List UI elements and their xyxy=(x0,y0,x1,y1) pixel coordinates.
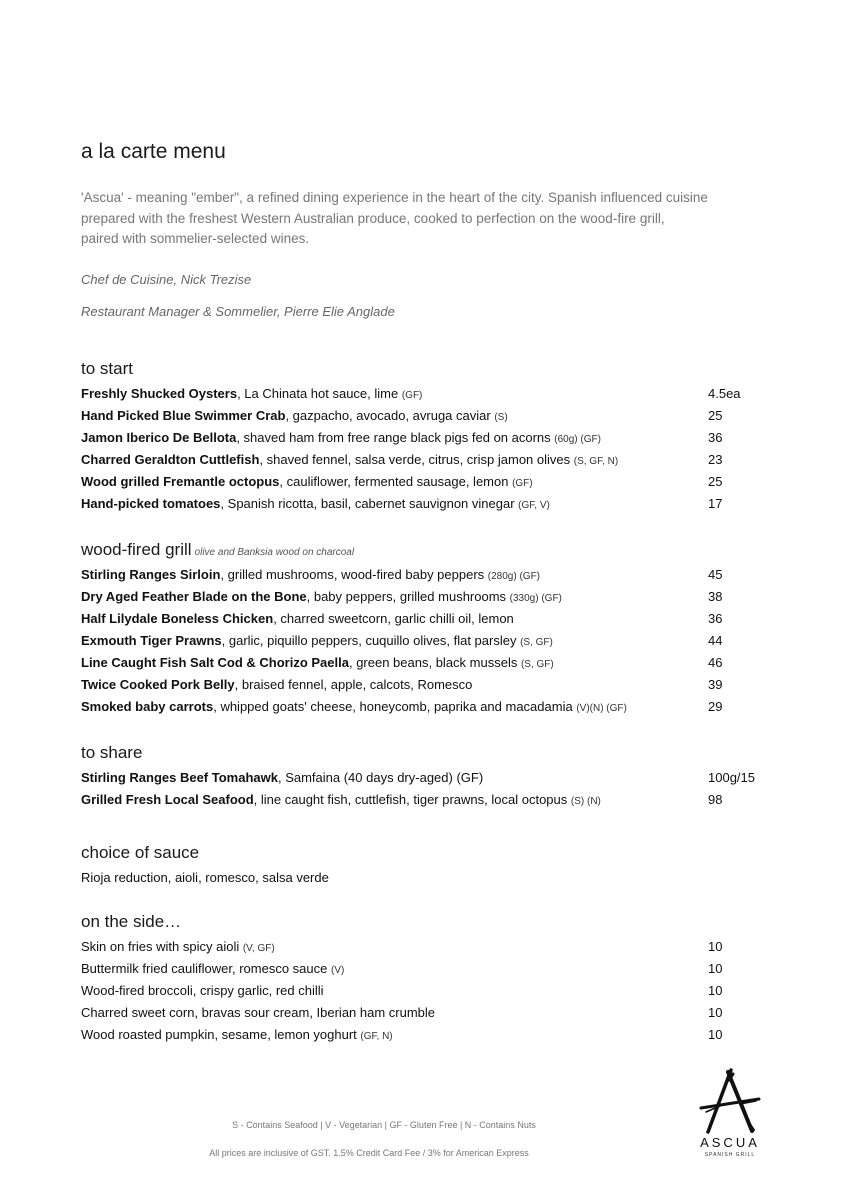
menu-item-description: , shaved ham from free range black pigs fed on acorns xyxy=(236,430,555,445)
dietary-tag: (GF) xyxy=(512,478,533,489)
menu-item-description: , shaved fennel, salsa verde, citrus, crisp jamon olives xyxy=(259,452,574,467)
menu-item xyxy=(81,405,781,427)
menu-item-description: Wood roasted pumpkin, sesame, lemon yoghurt xyxy=(81,1027,361,1042)
sauce-list: Rioja reduction, aioli, romesco, salsa verde xyxy=(81,870,329,885)
menu-item-description: , garlic, piquillo peppers, cuquillo olives, flat parsley xyxy=(221,633,521,648)
menu-item xyxy=(81,652,781,674)
menu-item-price: 44 xyxy=(708,633,723,648)
menu-item xyxy=(81,608,781,630)
menu-item xyxy=(81,630,781,652)
menu-item-description: , braised fennel, apple, calcots, Romesco xyxy=(234,677,473,692)
menu-item-description: , green beans, black mussels xyxy=(348,655,521,670)
menu-item-name: Hand-picked tomatoes xyxy=(81,496,221,511)
menu-item xyxy=(81,564,781,586)
dietary-tag: (330g) (GF) xyxy=(509,593,562,604)
menu-item xyxy=(81,493,781,515)
menu-item-name: Dry Aged Feather Blade on the Bone xyxy=(81,589,307,604)
menu-item-price: 36 xyxy=(708,611,723,626)
dietary-tag: (V, GF) xyxy=(242,943,275,954)
dietary-tag: (GF, V) xyxy=(518,500,550,511)
menu-item-price: 25 xyxy=(708,474,723,489)
menu-item-name: Exmouth Tiger Prawns xyxy=(81,633,222,648)
dietary-tag: (280g) (GF) xyxy=(487,571,541,582)
menu-item xyxy=(81,427,781,449)
menu-item xyxy=(81,449,781,471)
dietary-tag: (S, GF) xyxy=(520,659,554,670)
dietary-tag: (S) xyxy=(494,412,508,423)
dietary-tag: (V)(N) (GF) xyxy=(576,703,627,714)
section-heading-text: wood-fired grill xyxy=(81,540,192,559)
menu-item-description: Charred sweet corn, bravas sour cream, Iberian ham crumble xyxy=(81,1005,436,1020)
menu-item xyxy=(81,696,781,718)
logo-subtitle: SPANISH GRILL xyxy=(704,1152,756,1158)
menu-item-description: , cauliflower, fermented sausage, lemon xyxy=(279,474,513,489)
dietary-tag: (V) xyxy=(330,965,345,976)
chef-credit: Chef de Cuisine, Nick Trezise xyxy=(81,272,252,287)
ascua-a-icon xyxy=(698,1068,762,1134)
menu-item-price: 29 xyxy=(708,699,723,714)
menu-item-description: Buttermilk fried cauliflower, romesco sauce xyxy=(81,961,331,976)
manager-credit: Restaurant Manager & Sommelier, Pierre Elie Anglade xyxy=(81,304,395,319)
intro-line: prepared with the freshest Western Australian produce, cooked to perfection on the wood-fire grill, xyxy=(81,210,665,226)
menu-item-price: 10 xyxy=(708,983,723,998)
menu-item xyxy=(81,767,781,789)
section-heading xyxy=(81,538,781,562)
section-note: olive and Banksia wood on charcoal xyxy=(194,547,355,558)
menu-item-description: , whipped goats' cheese, honeycomb, paprika and macadamia xyxy=(213,699,577,714)
menu-item-description: , line caught fish, cuttlefish, tiger prawns, local octopus xyxy=(253,792,571,807)
menu-item-name: Wood grilled Fremantle octopus xyxy=(81,474,280,489)
section-on-the-side xyxy=(81,910,781,1046)
menu-item-description: Skin on fries with spicy aioli xyxy=(81,939,243,954)
menu-item-name: Grilled Fresh Local Seafood xyxy=(81,792,254,807)
menu-item-name: Smoked baby carrots xyxy=(81,699,214,714)
menu-item-description: , charred sweetcorn, garlic chilli oil, lemon xyxy=(273,611,514,626)
section-to-share xyxy=(81,741,781,811)
menu-item-price: 45 xyxy=(708,567,723,582)
menu-item-description: , gazpacho, avocado, avruga caviar xyxy=(285,408,495,423)
dietary-tag: (S, GF, N) xyxy=(573,456,619,467)
dietary-tag: (S) (N) xyxy=(570,796,601,807)
menu-item-name: Freshly Shucked Oysters xyxy=(81,386,238,401)
page-title: a la carte menu xyxy=(81,140,226,163)
menu-item-name: Twice Cooked Pork Belly xyxy=(81,677,235,692)
section-wood-fired-grill xyxy=(81,538,781,718)
menu-item-price: 10 xyxy=(708,1005,723,1020)
menu-item-price: 46 xyxy=(708,655,723,670)
menu-item-price: 10 xyxy=(708,1027,723,1042)
dietary-tag: (S, GF) xyxy=(520,637,553,648)
ascua-logo xyxy=(690,1068,770,1163)
menu-item-description: , baby peppers, grilled mushrooms xyxy=(306,589,510,604)
menu-item-name: Stirling Ranges Beef Tomahawk xyxy=(81,770,278,785)
menu-item xyxy=(81,1024,781,1046)
section-heading: to share xyxy=(81,743,143,762)
menu-item-price: 25 xyxy=(708,408,723,423)
menu-item xyxy=(81,789,781,811)
dietary-tag: (GF) xyxy=(401,390,423,401)
menu-item xyxy=(81,980,781,1002)
menu-item-price: 4.5ea xyxy=(708,386,741,401)
menu-item-description: , Samfaina (40 days dry-aged) (GF) xyxy=(277,770,484,785)
menu-item-price: 10 xyxy=(708,939,723,954)
section-heading: on the side… xyxy=(81,912,182,931)
dietary-tag: (60g) (GF) xyxy=(554,434,601,445)
menu-item-description: , La Chinata hot sauce, lime xyxy=(237,386,402,401)
menu-item-description: , grilled mushrooms, wood-fired baby peppers xyxy=(220,567,488,582)
menu-item xyxy=(81,958,781,980)
menu-item-price: 10 xyxy=(708,961,723,976)
menu-item-name: Line Caught Fish Salt Cod & Chorizo Paella xyxy=(81,655,349,670)
intro-line: paired with sommelier-selected wines. xyxy=(81,231,310,246)
menu-item xyxy=(81,383,781,405)
section-heading: choice of sauce xyxy=(81,843,200,862)
menu-item-price: 98 xyxy=(708,792,723,807)
dietary-tag: (GF, N) xyxy=(360,1031,393,1042)
menu-item-name: Half Lilydale Boneless Chicken xyxy=(81,611,274,626)
menu-item-price: 36 xyxy=(708,430,723,445)
section-choice-of-sauce xyxy=(81,841,781,889)
menu-item-price: 23 xyxy=(708,452,723,467)
menu-item xyxy=(81,586,781,608)
menu-item-description: Wood-fired broccoli, crispy garlic, red chilli xyxy=(81,983,324,998)
menu-item xyxy=(81,1002,781,1024)
menu-item-price: 100g/15 xyxy=(708,770,755,785)
menu-item-price: 17 xyxy=(708,496,723,511)
intro-line: 'Ascua' - meaning "ember", a refined dining experience in the heart of the city. Spanish influenced cuisine xyxy=(81,190,708,205)
menu-item-price: 39 xyxy=(708,677,723,692)
menu-item xyxy=(81,936,781,958)
section-to-start xyxy=(81,357,781,515)
menu-item-name: Charred Geraldton Cuttlefish xyxy=(81,452,260,467)
intro-text xyxy=(81,188,781,250)
menu-item xyxy=(81,674,781,696)
price-note: All prices are inclusive of GST. 1.5% Credit Card Fee / 3% for American Express xyxy=(209,1148,529,1158)
menu-item-price: 38 xyxy=(708,589,723,604)
menu-item-name: Jamon Iberico De Bellota xyxy=(81,430,237,445)
menu-item-name: Hand Picked Blue Swimmer Crab xyxy=(81,408,286,423)
section-heading: to start xyxy=(81,359,133,378)
menu-item xyxy=(81,471,781,493)
menu-item-description: , Spanish ricotta, basil, cabernet sauvignon vinegar xyxy=(220,496,519,511)
dietary-legend: S - Contains Seafood | V - Vegetarian | GF - Gluten Free | N - Contains Nuts xyxy=(232,1120,536,1130)
logo-brand-text: ASCUA xyxy=(700,1135,760,1150)
menu-item-name: Stirling Ranges Sirloin xyxy=(81,567,221,582)
